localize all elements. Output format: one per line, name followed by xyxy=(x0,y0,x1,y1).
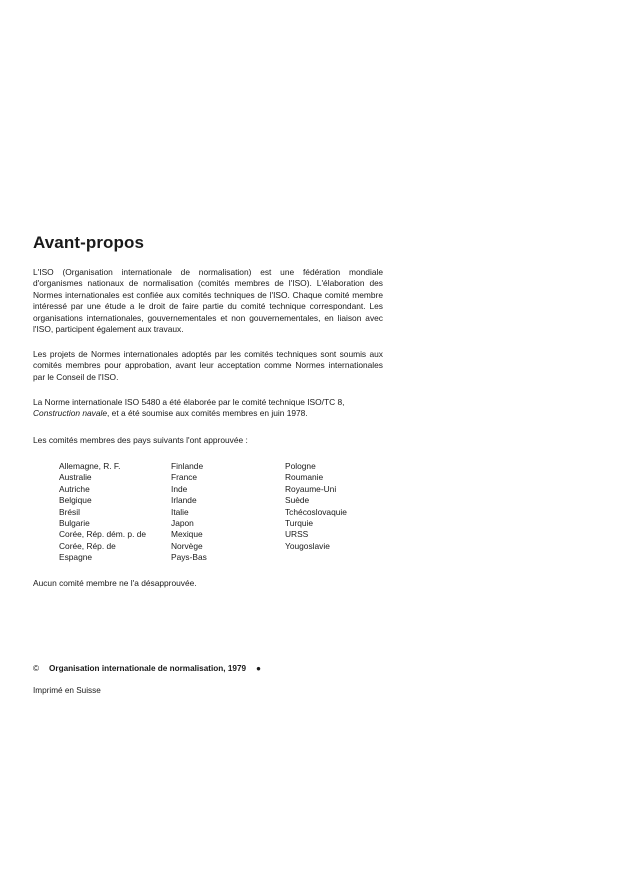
country-item: Norvège xyxy=(171,540,203,551)
country-item: URSS xyxy=(285,529,309,540)
country-item: Royaume-Uni xyxy=(285,483,337,494)
standard-origin-paragraph xyxy=(33,397,383,420)
copyright-text: Organisation internationale de normalisation, 1979 xyxy=(49,664,247,673)
copyright-icon: © xyxy=(33,664,40,673)
country-item: Pays-Bas xyxy=(171,552,207,563)
country-item: Espagne xyxy=(59,552,93,563)
country-item: Inde xyxy=(171,483,188,494)
intro-paragraph: L'ISO (Organisation internationale de normalisation) est une fédération mondiale d'organismes nationaux de normalisation (comités membres de l'ISO). L'élaboration des Normes internationales est confiée aux comités techniques de l'ISO. Chaque comité membre intéressé par une étude a le droit de faire partie du comité technique correspondant. Les organisations internationales, gouvernementales et non gouvernementales, en liaison avec l'ISO, participent également aux travaux. xyxy=(33,267,383,335)
country-item: Finlande xyxy=(171,461,204,471)
copyright-line xyxy=(33,664,261,673)
approval-paragraph: Les projets de Normes internationales adoptés par les comités techniques sont soumis aux comités membres pour approbation, avant leur acceptation comme Normes internationales par le Conseil de l'ISO. xyxy=(33,349,383,382)
printed-in-line: Imprimé en Suisse xyxy=(33,686,101,695)
country-item: Suède xyxy=(285,495,310,506)
country-item: Turquie xyxy=(285,518,314,529)
approving-members-intro: Les comités membres des pays suivants l'ont approuvée : xyxy=(33,435,248,445)
country-item: Irlande xyxy=(171,495,197,506)
country-list-column-1 xyxy=(59,461,146,564)
country-item: Brésil xyxy=(59,506,80,517)
country-item: Belgique xyxy=(59,495,92,506)
country-item: France xyxy=(171,472,198,483)
country-item: Bulgarie xyxy=(59,518,90,529)
country-item: Tchécoslovaquie xyxy=(285,506,347,517)
country-item: Pologne xyxy=(285,461,316,471)
country-item: Yougoslavie xyxy=(285,540,330,551)
country-item: Japon xyxy=(171,518,194,529)
country-item: Roumanie xyxy=(285,472,324,483)
committee-name: Construction navale xyxy=(33,408,108,419)
disapproval-statement: Aucun comité membre ne l'a désapprouvée. xyxy=(33,578,197,588)
country-item: Mexique xyxy=(171,529,203,540)
country-item: Autriche xyxy=(59,483,90,494)
page-title: Avant-propos xyxy=(33,233,145,252)
country-item: Corée, Rép. de xyxy=(59,540,116,551)
country-item: Allemagne, R. F. xyxy=(59,461,121,471)
country-item: Australie xyxy=(59,472,92,483)
country-item: Corée, Rép. dém. p. de xyxy=(59,529,147,540)
standard-origin-text-end: , et a été soumise aux comités membres en juin 1978. xyxy=(107,408,308,419)
standard-origin-text: La Norme internationale ISO 5480 a été élaborée par le comité technique ISO/TC 8, xyxy=(33,397,345,407)
bullet-icon: ● xyxy=(256,664,262,673)
country-list-column-2 xyxy=(171,461,207,564)
country-list-column-3 xyxy=(285,461,347,552)
country-item: Italie xyxy=(171,506,189,517)
